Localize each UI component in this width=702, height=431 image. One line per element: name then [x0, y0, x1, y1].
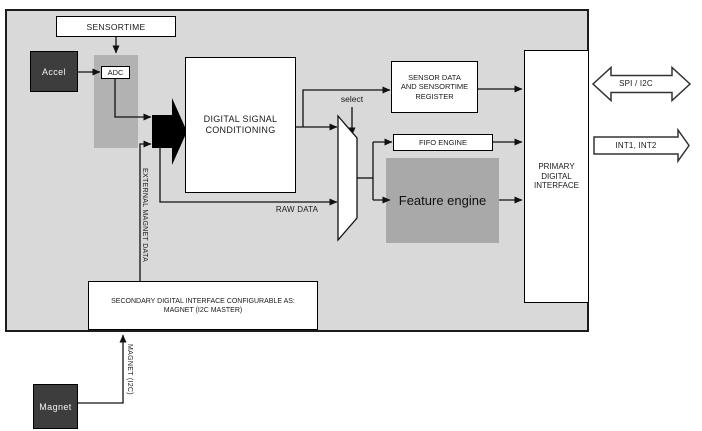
fifo-engine-label: FIFO ENGINE — [419, 138, 467, 147]
spi-i2c-port-label: SPI / I2C — [619, 79, 653, 88]
mux — [338, 116, 357, 240]
magnet-label: Magnet — [39, 401, 72, 412]
sensor-register-line3: REGISTER — [415, 91, 454, 101]
external-magnet-data-label: EXTERNAL MAGNET DATA — [141, 168, 148, 263]
magnet-block — [33, 384, 78, 429]
adc-label: ADC — [107, 68, 124, 77]
raw-data-signal-label: RAW DATA — [275, 205, 319, 214]
sensortime-block — [56, 16, 176, 37]
bus-arrow — [152, 98, 187, 165]
dsc-label-line2: CONDITIONING — [205, 125, 276, 135]
sensor-register-line1: SENSOR DATA — [408, 72, 461, 82]
sensor-register-line2: AND SENSORTIME — [400, 82, 469, 92]
int-port-label: INT1, INT2 — [615, 141, 657, 150]
secondary-digital-interface-block — [88, 281, 318, 330]
primary-interface-line3: INTERFACE — [534, 181, 579, 191]
accel-label: Accel — [41, 66, 66, 77]
primary-interface-line2: DIGITAL — [541, 171, 572, 181]
secondary-interface-line2: MAGNET (I2C MASTER) — [163, 306, 243, 314]
magnet-i2c-label: MAGNET (I2C) — [126, 344, 133, 395]
sensortime-label: SENSORTIME — [86, 21, 146, 32]
select-signal-label: select — [340, 94, 364, 104]
primary-digital-interface-block — [524, 50, 589, 303]
feature-engine-label: Feature engine — [398, 193, 487, 208]
arrow-adc-to-dsc — [115, 78, 151, 117]
fifo-engine-block — [393, 134, 493, 151]
adc-block — [101, 66, 130, 79]
digital-signal-conditioning-block — [185, 57, 296, 193]
dsc-label-line1: DIGITAL SIGNAL — [203, 113, 278, 124]
arrow-magnet-to-secondary — [78, 335, 123, 403]
primary-interface-line1: PRIMARY — [538, 162, 575, 172]
accel-block — [30, 51, 78, 92]
sensor-data-register-block — [391, 61, 478, 113]
secondary-interface-line1: SECONDARY DIGITAL INTERFACE CONFIGURABLE AS: — [111, 297, 295, 305]
